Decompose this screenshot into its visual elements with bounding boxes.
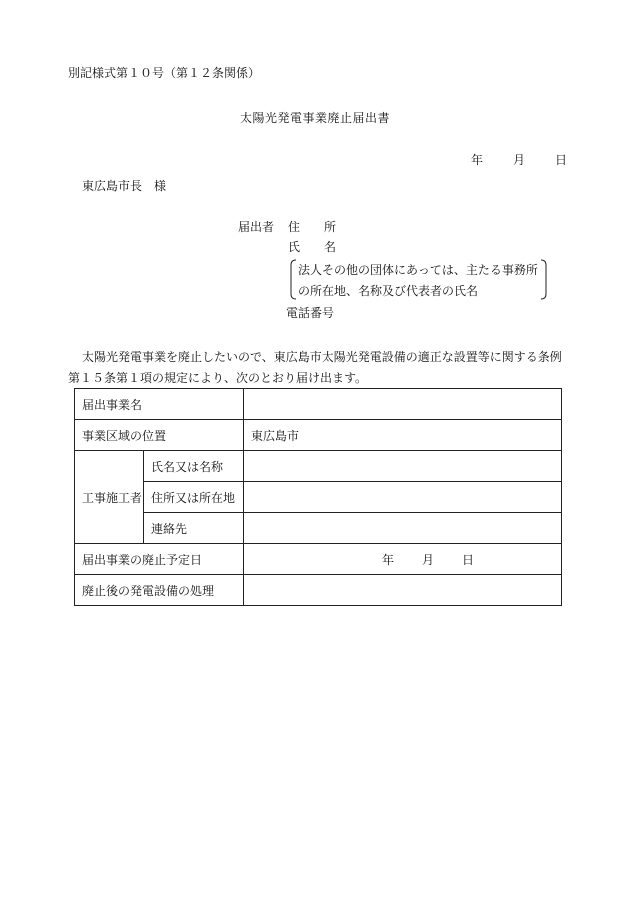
body-text-line2: 第１５条第１項の規定により、次のとおり届け出ます。	[68, 371, 368, 385]
table-row	[75, 513, 562, 544]
date-day: 日	[555, 153, 568, 167]
contractor-label: 工事施工者	[75, 451, 144, 544]
abolition-date-month: 月	[422, 552, 435, 567]
document-title: 太陽光発電事業廃止届出書	[239, 111, 390, 125]
contractor-address-label: 住所又は所在地	[144, 482, 244, 513]
date-month: 月	[513, 153, 526, 167]
applicant-label: 届出者	[238, 220, 275, 234]
abolition-date-day: 日	[462, 552, 475, 567]
notification-table	[74, 388, 562, 606]
form-number: 別記様式第１０号（第１２条関係）	[68, 66, 261, 80]
addressee: 東広島市長 様	[82, 179, 167, 193]
applicant-name-label: 氏 名	[288, 240, 337, 254]
contractor-name-field[interactable]	[244, 451, 562, 482]
disposal-field[interactable]	[244, 575, 562, 606]
location-label: 事業区域の位置	[75, 420, 244, 451]
corporate-note-line2: の所在地、名称及び代表者の氏名	[298, 284, 479, 298]
table-row	[75, 482, 562, 513]
submission-date	[471, 154, 567, 166]
contractor-name-label: 氏名又は名称	[144, 451, 244, 482]
table-row	[75, 420, 562, 451]
contractor-contact-label: 連絡先	[144, 513, 244, 544]
abolition-date-field[interactable]	[244, 544, 562, 575]
table-row	[75, 451, 562, 482]
table-row	[75, 544, 562, 575]
contractor-contact-field[interactable]	[244, 513, 562, 544]
business-name-label: 届出事業名	[75, 389, 244, 420]
corporate-note-line1: 法人その他の団体にあっては、主たる事務所	[298, 263, 538, 277]
table-row	[75, 389, 562, 420]
disposal-label: 廃止後の発電設備の処理	[75, 575, 244, 606]
applicant-address-label: 住 所	[288, 220, 337, 234]
business-name-field[interactable]	[244, 389, 562, 420]
applicant-phone-label: 電話番号	[286, 306, 335, 320]
table-row	[75, 575, 562, 606]
location-value[interactable]: 東広島市	[244, 420, 562, 451]
abolition-date-year: 年	[382, 552, 395, 567]
contractor-address-field[interactable]	[244, 482, 562, 513]
corporate-note	[290, 259, 547, 300]
date-year: 年	[471, 153, 484, 167]
abolition-date-label: 届出事業の廃止予定日	[75, 544, 244, 575]
body-text-line1: 太陽光発電事業を廃止したいので、東広島市太陽光発電設備の適正な設置等に関する条例	[82, 350, 562, 364]
